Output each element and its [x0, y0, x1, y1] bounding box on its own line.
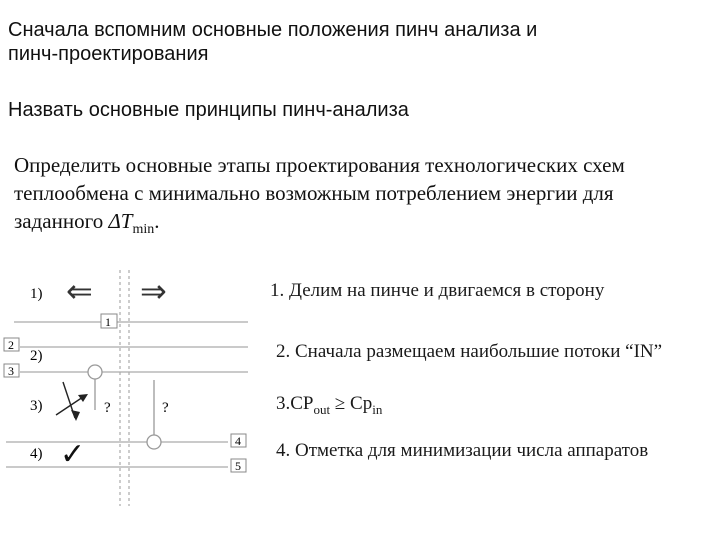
left-arrow-icon: ⇐	[66, 273, 93, 309]
cross-arrow-head-up	[78, 394, 88, 402]
stages-paragraph	[14, 151, 625, 244]
rule-4: 4. Отметка для минимизации числа аппаратов	[276, 440, 649, 461]
pinch-diagram	[0, 262, 262, 512]
step-label-4: 4)	[30, 446, 43, 462]
stream-number-3: 3	[8, 364, 14, 378]
question-mark-1: ?	[104, 400, 111, 416]
rule-3-sub-in: in	[372, 401, 383, 417]
stream-number-1: 1	[105, 315, 111, 329]
stream-number-2: 2	[8, 338, 14, 352]
rule-3	[276, 393, 382, 418]
delta-t-symbol: ΔT	[108, 209, 133, 233]
exchanger-node-4	[147, 435, 161, 449]
step-label-1: 1)	[30, 286, 43, 302]
stream-number-4: 4	[235, 434, 241, 448]
right-arrow-icon: ⇒	[140, 273, 167, 309]
rule-3-sub-out: out	[313, 401, 331, 417]
principles-heading: Назвать основные принципы пинч-анализа	[8, 99, 409, 121]
step-label-2: 2)	[30, 348, 43, 364]
delta-t-subscript: min	[132, 222, 155, 238]
intro-line-2: пинч-проектирования	[8, 43, 209, 65]
cross-arrow-head-down	[71, 410, 80, 421]
rule-3-prefix: 3.CP	[276, 393, 314, 414]
stages-line-1: Определить основные этапы проектирования технологических схем	[14, 153, 625, 177]
question-mark-2: ?	[162, 400, 169, 416]
exchanger-node-2	[88, 365, 102, 379]
step-label-3: 3)	[30, 398, 43, 414]
check-icon: ✓	[60, 438, 86, 471]
stages-line-2: теплообмена с минимально возможным потреблением энергии для	[14, 181, 614, 205]
rule-2: 2. Сначала размещаем наибольшие потоки “IN”	[276, 341, 663, 362]
stages-line-3	[14, 207, 625, 244]
rule-1: 1. Делим на пинче и двигаемся в сторону	[270, 280, 605, 301]
rule-3-operator: ≥ Cp	[330, 393, 373, 414]
stream-number-5: 5	[235, 459, 241, 473]
intro-line-1: Сначала вспомним основные положения пинч анализа и	[8, 19, 538, 41]
stages-line-3-text: заданного	[14, 209, 109, 233]
intro-text	[8, 18, 537, 66]
stages-line-3-end: .	[154, 209, 160, 233]
